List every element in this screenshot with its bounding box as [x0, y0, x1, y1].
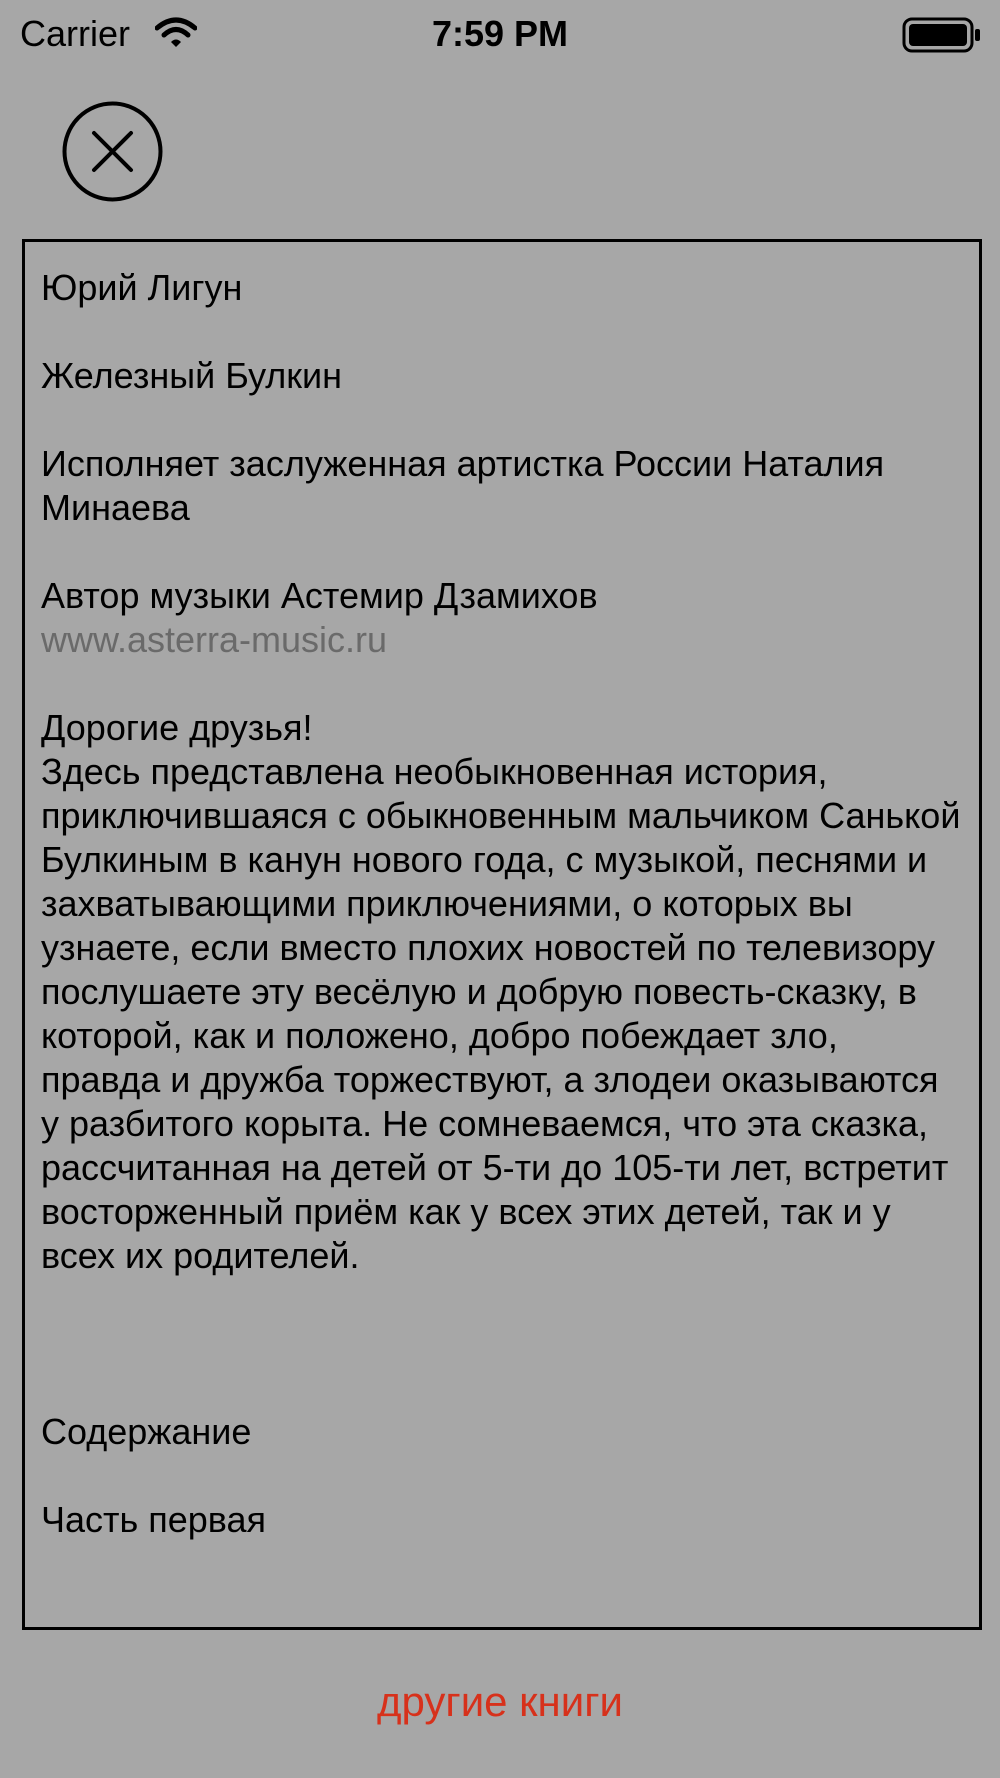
greeting-text: Дорогие друзья!	[41, 707, 313, 748]
book-title: Железный Булкин	[41, 355, 343, 396]
status-time: 7:59 PM	[431, 13, 569, 54]
other-books-button[interactable]: другие книги	[376, 1678, 623, 1725]
book-description: Здесь представлена необыкновенная история, приключившаяся с обыкновенным мальчиком Санькой Булкиным в канун нового года, с музыкой, песнями и захватывающими приключениями, о которых вы узнаете, если вместо плохих новостей по телевизору послушаете эту весёлую и добрую повесть-сказку, в которой, как и положено, добро побеждает зло, правда и дружба торжествуют, а злодеи оказываются у разбитого корыта. Не сомневаемся, что эта сказка, рассчитанная на детей от 5-ти до 105-ти лет, встретит восторженный приём как у всех этих детей, так и у всех их родителей.	[41, 751, 961, 1276]
carrier-label: Carrier	[20, 13, 131, 54]
contents-heading: Содержание	[41, 1411, 252, 1452]
close-button[interactable]	[61, 100, 164, 203]
close-circle-icon	[61, 100, 164, 203]
contents-part-one: Часть первая	[41, 1499, 267, 1540]
status-bar	[0, 0, 1000, 70]
book-composer: Автор музыки Астемир Дзамихов	[41, 575, 598, 616]
battery-icon	[902, 17, 982, 53]
book-description-text-view[interactable]	[22, 239, 982, 1630]
website-link[interactable]: www.asterra-music.ru	[41, 619, 388, 660]
book-performer: Исполняет заслуженная артистка России Наталия Минаева	[41, 443, 885, 528]
book-author: Юрий Лигун	[41, 267, 243, 308]
